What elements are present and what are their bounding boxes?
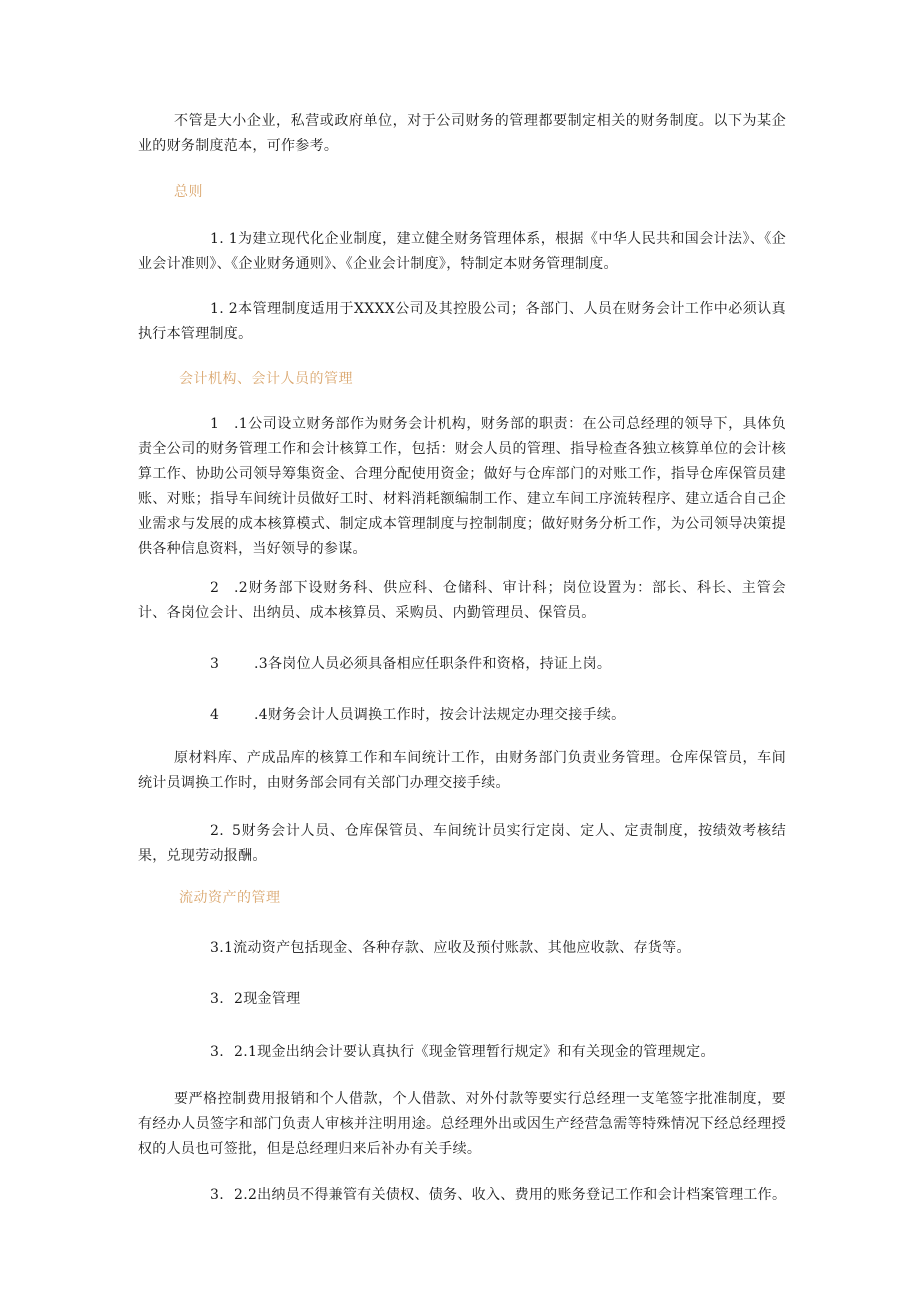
paragraph-subnumber: 2 <box>234 991 244 1007</box>
paragraph-3-1 <box>138 936 786 961</box>
paragraph-2-4 <box>138 703 786 728</box>
paragraph-text: 现金出纳会计要认真执行《现金管理暂行规定》和有关现金的管理规定。 <box>257 1044 715 1060</box>
section-heading-current-assets: 流动资产的管理 <box>179 890 281 906</box>
paragraph-3-2-1-continued: 要严格控制费用报销和个人借款，个人借款、对外付款等要实行总经理一支笔签字批准制度，要有经办人员签字和部门负责人审核并注明用途。总经理外出或因生产经营急需等特殊情况下经总经理授权的人员也可签批，但是总经理归来后补办有关手续。 <box>138 1091 786 1157</box>
paragraph-text: 现金管理 <box>243 991 301 1007</box>
paragraph-subnumber: .4 <box>254 707 268 723</box>
paragraph-number: 1. 1 <box>210 231 238 247</box>
section-heading-general: 总则 <box>174 184 203 200</box>
paragraph-text: 公司设立财务部作为财务会计机构，财务部的职责：在公司总经理的领导下，具体负责全公司的财务管理工作和会计核算工作，包括：财会人员的管理、指导检查各独立核算单位的会计核算工作、协助公司领导筹集资金、合理分配使用资金；做好与仓库部门的对账工作，指导仓库保管员建账、对账；指导车间统计员做好工时、材料消耗额编制工作、建立车间工序流转程序、建立适合自己企业需求与发展的成本核算模式、制定成本管理制度与控制制度；做好财务分析工作，为公司领导决策提供各种信息资料，当好领导的参谋。 <box>138 416 786 557</box>
paragraph-text: 本管理制度适用于XXXX公司及其控股公司；各部门、人员在财务会计工作中必须认真执行本管理制度。 <box>138 301 786 342</box>
paragraph-text: 财务会计人员、仓库保管员、车间统计员实行定岗、定人、定责制度，按绩效考核结果，兑现劳动报酬。 <box>138 823 786 864</box>
paragraph-subnumber: 2.2 <box>234 1187 258 1203</box>
paragraph-number: 3.1 <box>210 940 234 956</box>
paragraph-2-5 <box>138 819 786 869</box>
paragraph-2-3 <box>138 652 786 677</box>
paragraph-1-1 <box>138 227 786 277</box>
paragraph-3-2 <box>138 987 786 1012</box>
paragraph-subnumber: .1 <box>234 416 248 432</box>
paragraph-subnumber: .3 <box>254 656 268 672</box>
intro-paragraph: 不管是大小企业，私营或政府单位，对于公司财务的管理都要制定相关的财务制度。以下为某企业的财务制度范本，可作参考。 <box>138 113 786 154</box>
paragraph-number: 1 <box>210 416 220 432</box>
paragraph-text: 各岗位人员必须具备相应任职条件和资格，持证上岗。 <box>267 656 612 672</box>
paragraph-2-1 <box>138 412 786 562</box>
paragraph-number: 2 <box>210 580 220 596</box>
paragraph-2-2 <box>138 576 786 626</box>
paragraph-text: 财务部下设财务科、供应科、仓储科、审计科；岗位设置为：部长、科长、主管会计、各岗位会计、出纳员、成本核算员、采购员、内勤管理员、保管员。 <box>138 580 786 621</box>
paragraph-text: 为建立现代化企业制度，建立健全财务管理体系，根据《中华人民共和国会计法》、《企业会计准则》、《企业财务通则》、《企业会计制度》，特制定本财务管理制度。 <box>138 231 786 272</box>
paragraph-number: 3. <box>210 1044 224 1060</box>
paragraph-number: 2. <box>210 823 224 839</box>
paragraph-text: 财务会计人员调换工作时，按会计法规定办理交接手续。 <box>267 707 626 723</box>
paragraph-number: 3. <box>210 1187 224 1203</box>
paragraph-number: 4 <box>210 707 220 723</box>
paragraph-number: 3 <box>210 656 220 672</box>
paragraph-3-2-2 <box>138 1183 786 1208</box>
paragraph-2-4-continued: 原材料库、产成品库的核算工作和车间统计工作，由财务部门负责业务管理。仓库保管员，车间统计员调换工作时，由财务部会同有关部门办理交接手续。 <box>138 750 786 791</box>
paragraph-subnumber: 2.1 <box>234 1044 258 1060</box>
paragraph-text: 出纳员不得兼管有关债权、债务、收入、费用的账务登记工作和会计档案管理工作。 <box>257 1187 787 1203</box>
section-heading-accounting-staff: 会计机构、会计人员的管理 <box>179 371 353 387</box>
paragraph-subnumber: 5 <box>232 823 242 839</box>
paragraph-3-2-1 <box>138 1040 786 1065</box>
paragraph-number: 3. <box>210 991 224 1007</box>
paragraph-number: 1. 2 <box>210 301 238 317</box>
paragraph-subnumber: .2 <box>234 580 248 596</box>
paragraph-text: 流动资产包括现金、各种存款、应收及预付账款、其他应收款、存货等。 <box>233 940 691 956</box>
paragraph-1-2 <box>138 297 786 347</box>
